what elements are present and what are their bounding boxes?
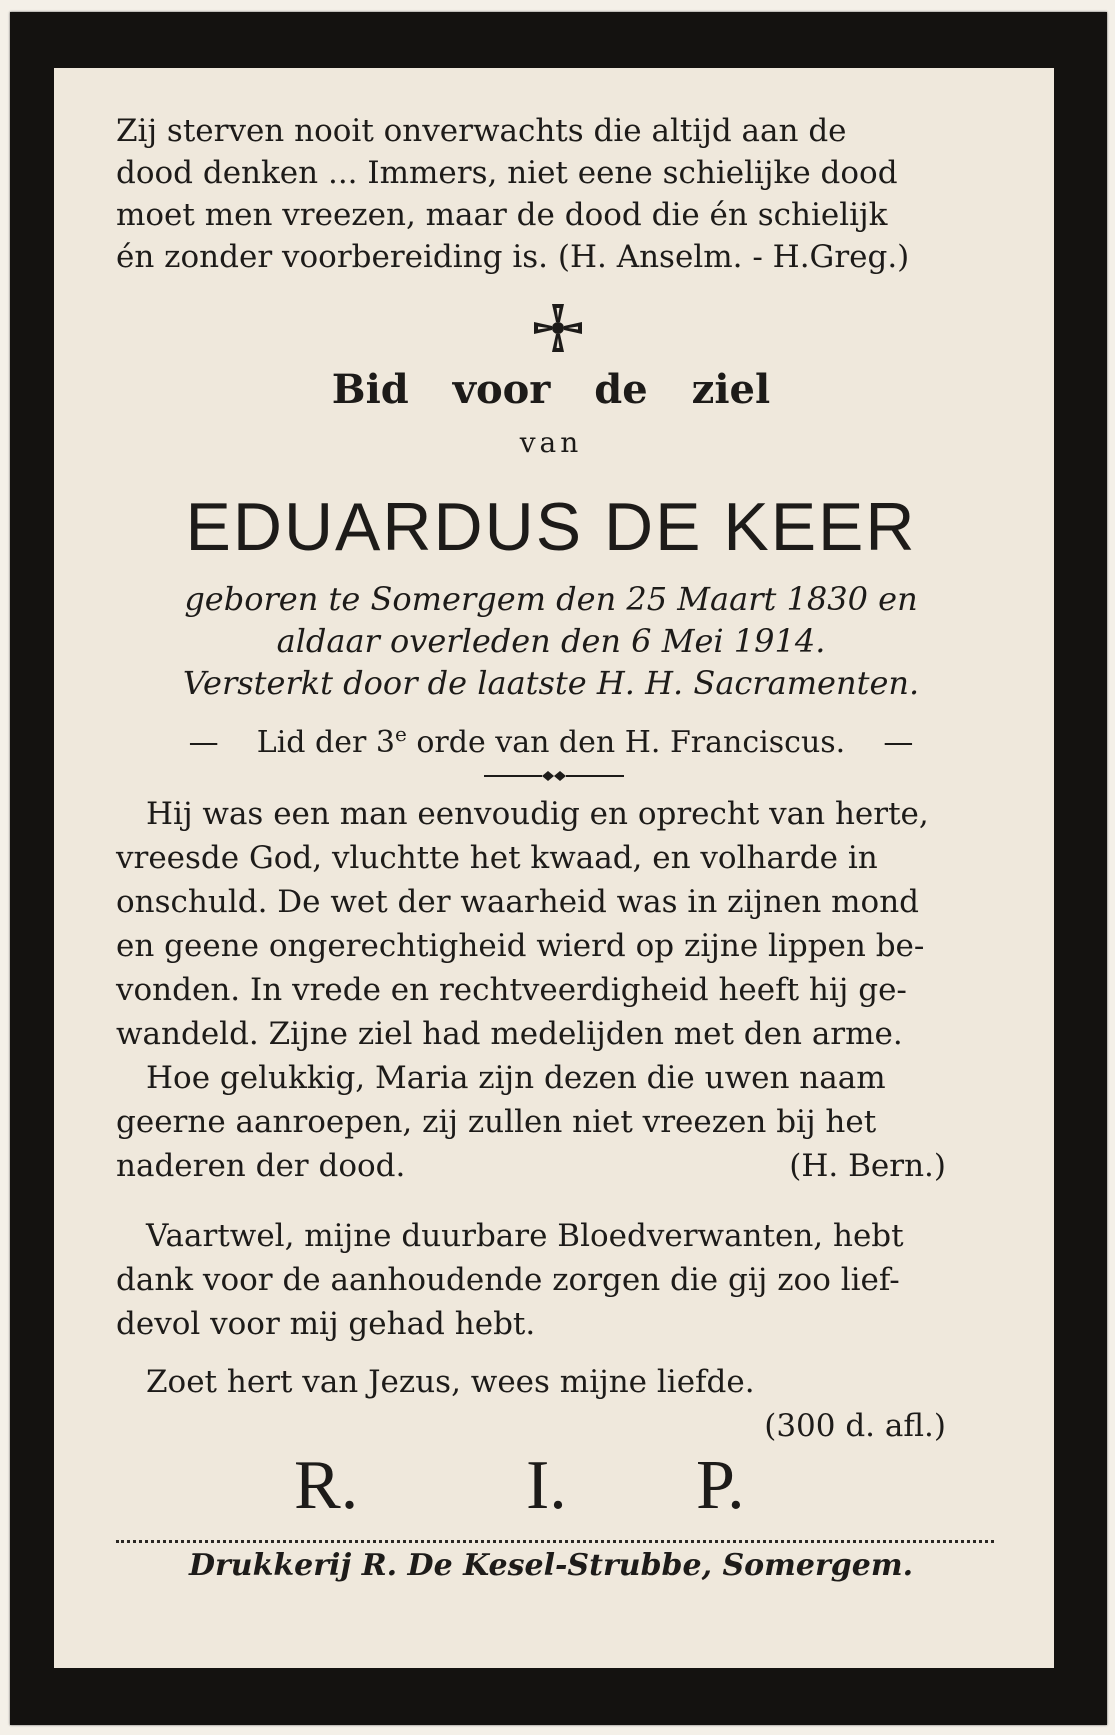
quote-line: moet men vreezen, maar de dood die én schielijk <box>116 197 888 233</box>
cross-pattee-icon <box>532 302 584 354</box>
order-membership <box>116 722 986 760</box>
paragraph-line: Hoe gelukkig, Maria zijn dezen die uwen naam <box>146 1060 886 1096</box>
card-paper <box>54 68 1054 1668</box>
quote-line: Zij sterven nooit onverwachts die altijd aan de <box>116 113 847 149</box>
indulgence-note: (300 d. afl.) <box>764 1408 946 1444</box>
deceased-name: EDUARDUS DE KEER <box>185 489 917 565</box>
paragraph-line: Hij was een man eenvoudig en oprecht van herte, <box>146 796 929 832</box>
rip-r: R. <box>294 1447 359 1524</box>
prayer-heading: Bid voor de ziel <box>331 366 771 413</box>
quote-source: (H. Bern.) <box>789 1148 946 1184</box>
paragraph-line-with-source <box>116 1144 986 1188</box>
divider-ornament-icon <box>484 768 624 784</box>
birth-line: geboren te Somergem den 25 Maart 1830 en <box>184 580 918 618</box>
sacraments-line: Versterkt door de laatste H. H. Sacramenten. <box>182 664 920 702</box>
opening-quote <box>116 110 986 278</box>
paragraph-line: Vaartwel, mijne duurbare Bloedverwanten, hebt <box>146 1218 904 1254</box>
van-label: van <box>519 426 583 459</box>
dash-right: — <box>883 725 914 760</box>
dash-left: — <box>188 725 219 760</box>
birth-death-info <box>116 578 986 704</box>
paragraph-line: devol voor mij gehad hebt. <box>116 1306 536 1342</box>
paragraph-line: vreesde God, vluchtte het kwaad, en volharde in <box>116 840 878 876</box>
paragraph-line: geerne aanroepen, zij zullen niet vreezen bij het <box>116 1104 877 1140</box>
farewell-paragraph <box>116 1214 986 1346</box>
mourning-card <box>10 12 1107 1725</box>
rip-p: P. <box>696 1447 745 1524</box>
quote-line: dood denken ... Immers, niet eene schielijke dood <box>116 155 898 191</box>
rip-i: I. <box>526 1447 567 1524</box>
dotted-divider <box>116 1540 994 1543</box>
paragraph-line: dank voor de aanhoudende zorgen die gij zoo lief- <box>116 1262 900 1298</box>
membership-text: Lid der 3 <box>256 725 395 760</box>
paragraph-line: wandeld. Zijne ziel had medelijden met den arme. <box>116 1016 903 1052</box>
prayer-paragraph <box>116 1360 986 1448</box>
death-line: aldaar overleden den 6 Mei 1914. <box>276 622 826 660</box>
rip-inscription <box>116 1446 986 1526</box>
quote-line: én zonder voorbereiding is. (H. Anselm. - H.Greg.) <box>116 239 910 275</box>
membership-text-rest: orde van den H. Franciscus. <box>406 725 846 760</box>
paragraph-line: en geene ongerechtigheid wierd op zijne lippen be- <box>116 928 925 964</box>
ordinal-superscript: e <box>394 722 407 746</box>
maria-paragraph <box>116 1056 986 1188</box>
paragraph-line: naderen der dood. <box>116 1148 406 1184</box>
prayer-line: Zoet hert van Jezus, wees mijne liefde. <box>146 1364 755 1400</box>
paragraph-line: vonden. In vrede en rechtveerdigheid heeft hij ge- <box>116 972 907 1008</box>
paragraph-line: onschuld. De wet der waarheid was in zijnen mond <box>116 884 920 920</box>
virtues-paragraph <box>116 792 986 1056</box>
printer-credit: Drukkerij R. De Kesel-Strubbe, Somergem. <box>188 1548 914 1583</box>
